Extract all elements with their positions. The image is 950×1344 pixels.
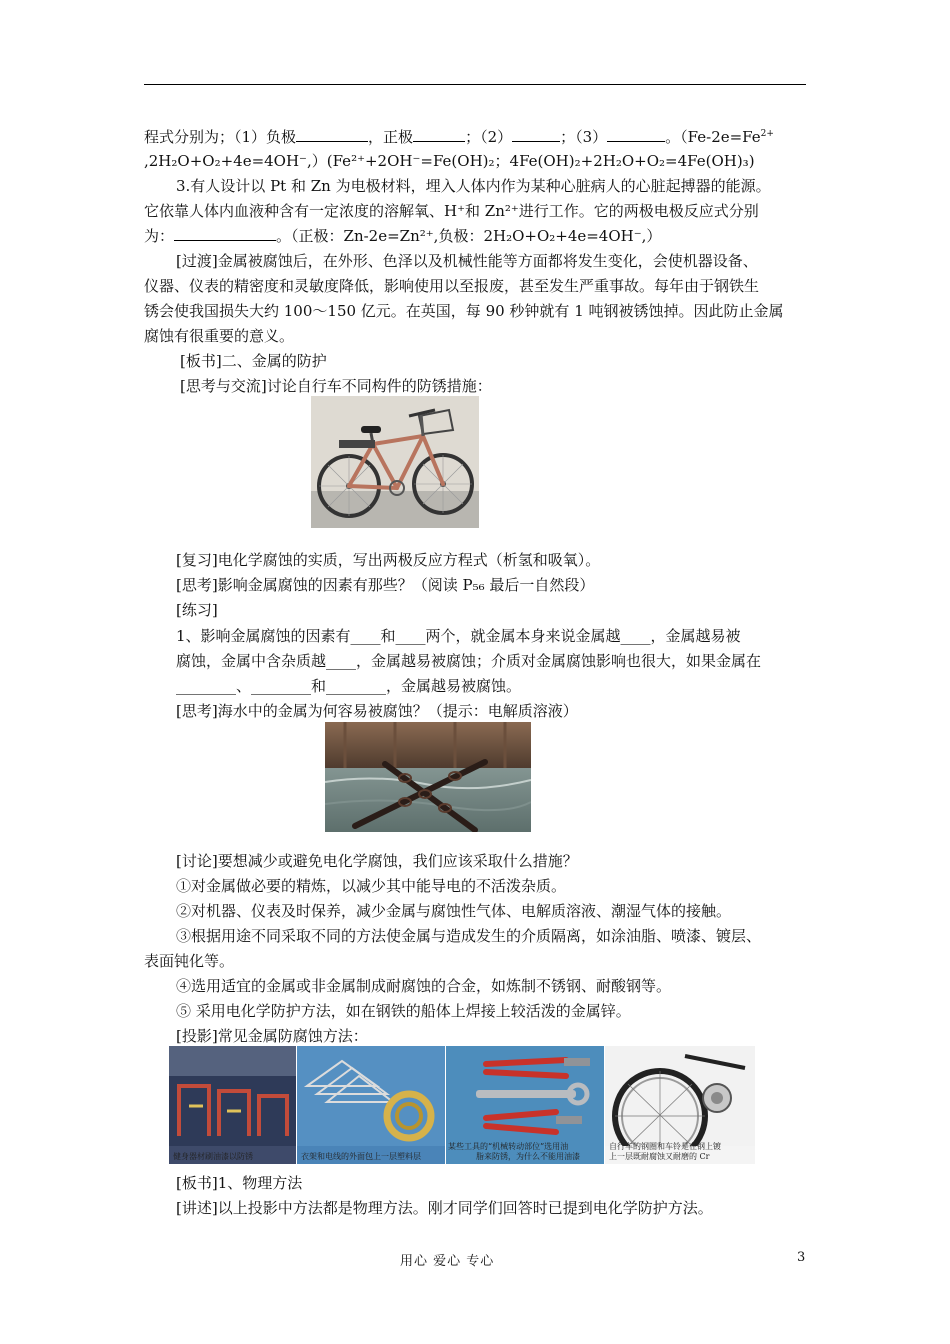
discussion-bike: [思考与交流]讨论自行车不同构件的防锈措施：: [180, 377, 492, 395]
text: ；（2）: [465, 128, 513, 146]
heading-protection: [板书]二、金属的防护: [180, 352, 327, 370]
text: 。（Fe-2e=Fe: [665, 128, 761, 146]
transition-line-4: 腐蚀有很重要的意义。: [144, 327, 295, 345]
answer-line-2: ,2H₂O+O₂+4e=4OH⁻,）(Fe²⁺+2OH⁻=Fe(OH)₂；4Fe(OH)₂+2H₂O+O₂=4Fe(OH)₃): [144, 152, 755, 170]
think-seawater: [思考]海水中的金属为何容易被腐蚀？（提示：电解质溶液）: [176, 702, 578, 720]
think-factors: [思考]影响金属腐蚀的因素有那些？（阅读 P₅₆ 最后一自然段）: [176, 576, 595, 594]
blank: [413, 127, 465, 142]
bicycle-photo: [311, 396, 479, 528]
caption: 健身器材刷油漆以防锈: [173, 1152, 253, 1161]
exercise-line-3: ________、________和________，金属越易被腐蚀。: [176, 677, 522, 695]
transition-line-2: 仪器、仪表的精密度和灵敏度降低，影响使用以至报废，甚至发生严重事故。每年由于钢铁生: [144, 277, 760, 295]
page-number: 3: [797, 1250, 806, 1265]
measure-1: ①对金属做必要的精炼，以减少其中能导电的不活泼杂质。: [176, 877, 567, 895]
transition-line-3: 锈会使我国损失大约 100～150 亿元。在英国，每 90 秒钟就有 1 吨钢被锈蚀掉。因此防止金属: [144, 302, 784, 320]
text: 。（正极：Zn-2e=Zn²⁺,负极：2H₂O+O₂+4e=4OH⁻,）: [276, 227, 662, 245]
hanger-wire-photo: [297, 1046, 445, 1164]
blank: [174, 226, 276, 241]
exercise-label: [练习]: [176, 601, 218, 619]
blank: [296, 127, 368, 142]
review-line: [复习]电化学腐蚀的实质，写出两极反应方程式（析氢和吸氧）。: [176, 551, 601, 569]
bike-rim-bell-photo: [605, 1046, 755, 1164]
fitness-equipment-photo: [169, 1046, 296, 1164]
text: ，正极: [368, 128, 414, 146]
tools-photo: [446, 1046, 604, 1164]
measure-4: ④选用适宜的金属或非金属制成耐腐蚀的合金，如炼制不锈钢、耐酸钢等。: [176, 977, 672, 995]
caption: 某些工具的“机械转动部位”选用油: [448, 1142, 569, 1151]
seawater-chain-photo: [325, 722, 531, 832]
exercise-line-2: 腐蚀，金属中含杂质越____，金属越易被腐蚀；介质对金属腐蚀影响也很大，如果金属在: [176, 652, 762, 670]
page-footer: 用心 爱心 专心: [400, 1254, 495, 1269]
projection-label: [投影]常见金属防腐蚀方法：: [176, 1027, 368, 1045]
discussion-measures: [讨论]要想减少或避免电化学腐蚀，我们应该采取什么措施？: [176, 852, 578, 870]
measure-2: ②对机器、仪表及时保养，减少金属与腐蚀性气体、电解质溶液、潮湿气体的接触。: [176, 902, 732, 920]
measure-5: ⑤ 采用电化学防护方法，如在钢铁的船体上焊接上较活泼的金属锌。: [176, 1002, 631, 1020]
header-rule: [144, 84, 806, 85]
question-3-line-2: 它依靠人体内血液种含有一定浓度的溶解氧、H⁺和 Zn²⁺进行工作。它的两极电极反应式分别: [144, 202, 759, 220]
lecture-line: [讲述]以上投影中方法都是物理方法。刚才同学们回答时已提到电化学防护方法。: [176, 1199, 713, 1217]
caption: 衣架和电线的外面包上一层塑料层: [301, 1152, 421, 1161]
heading-physical: [板书]1、物理方法: [176, 1174, 303, 1192]
exercise-line-1: 1、影响金属腐蚀的因素有____和____两个，就金属本身来说金属越____，金属越易被: [176, 627, 741, 645]
text: 为：: [144, 227, 175, 245]
answer-line-1: 程式分别为；（1）负极 ，正极 ；（2） ；（3） 。（$Fe-2e=Fe^{2+}$: [144, 128, 774, 146]
blank: [512, 127, 560, 142]
caption: 上一层既耐腐蚀又耐磨的 Cr: [609, 1152, 710, 1161]
measure-3-line-2: 表面钝化等。: [144, 952, 235, 970]
caption: 脂来防锈，为什么不能用油漆: [476, 1152, 580, 1161]
measure-3-line-1: ③根据用途不同采取不同的方法使金属与造成发生的介质隔离，如涂油脂、喷漆、镀层、: [176, 927, 762, 945]
transition-line-1: [过渡]金属被腐蚀后，在外形、色泽以及机械性能等方面都将发生变化，会使机器设备、: [176, 252, 758, 270]
text: 程式分别为；（1）负极: [144, 128, 297, 146]
blank: [607, 127, 665, 142]
text: ；（3）: [560, 128, 608, 146]
question-3-line-3: [144, 225, 661, 247]
question-3-line-1: 3.有人设计以 Pt 和 Zn 为电极材料，埋入人体内作为某种心脏病人的心脏起搏器的能源。: [176, 177, 771, 195]
caption: 自行车的钢圈和车铃是在钢上镀: [609, 1142, 721, 1151]
